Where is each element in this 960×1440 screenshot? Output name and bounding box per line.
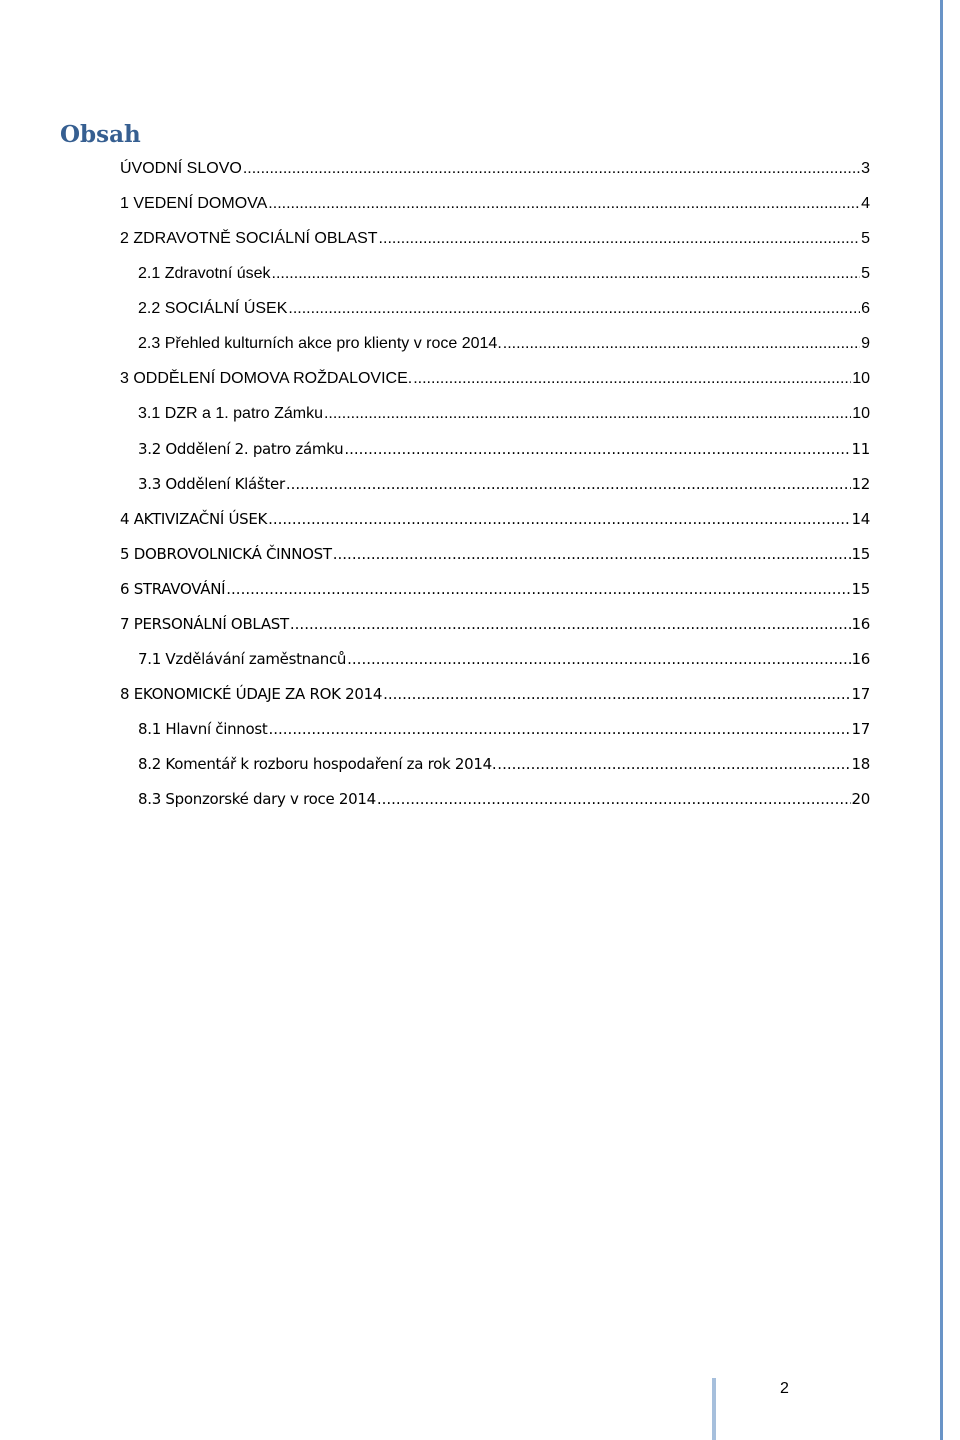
toc-entry-label: 3.3 Oddělení Klášter	[138, 475, 285, 493]
toc-leader-dots	[243, 159, 860, 179]
toc-entry-label: 8.2 Komentář k rozboru hospodaření za rok 2014.	[138, 755, 497, 773]
toc-entry[interactable]	[138, 468, 870, 494]
toc-entry[interactable]	[120, 188, 870, 214]
toc-entry-page: 5	[861, 265, 870, 282]
toc-entry-label: 3.1 DZR a 1. patro Zámku	[138, 405, 323, 422]
toc-leader-dots	[268, 509, 850, 529]
toc-entry[interactable]	[138, 643, 870, 669]
toc-entry-label: 3 ODDĚLENÍ DOMOVA ROŽDALOVICE.	[120, 370, 413, 387]
toc-leader-dots	[503, 334, 860, 354]
toc-leader-dots	[268, 194, 860, 214]
toc-entry[interactable]	[120, 608, 870, 634]
toc-entry-label: 2.1 Zdravotní úsek	[138, 265, 271, 282]
toc-entry-page: 4	[861, 195, 870, 212]
toc-entry[interactable]	[138, 293, 870, 319]
toc-leader-dots	[377, 789, 851, 809]
toc-entry-label: 1 VEDENÍ DOMOVA	[120, 195, 268, 212]
toc-entry[interactable]	[120, 678, 870, 704]
toc-entry-page: 11	[851, 440, 870, 458]
toc-entry-page: 18	[851, 755, 870, 773]
toc-entry-label: 8.3 Sponzorské dary v roce 2014	[138, 790, 376, 808]
toc-leader-dots	[290, 614, 851, 634]
toc-entry-page: 10	[852, 405, 870, 422]
toc-leader-dots	[497, 754, 850, 774]
toc-title: Obsah	[60, 121, 141, 148]
toc-entry-label: 8.1 Hlavní činnost	[138, 720, 268, 738]
toc-entry-page: 20	[851, 790, 870, 808]
toc-entry-label: ÚVODNÍ SLOVO	[120, 160, 242, 177]
toc-entry-page: 14	[851, 510, 870, 528]
toc-leader-dots	[226, 579, 850, 599]
toc-leader-dots	[272, 264, 861, 284]
toc-entry-label: 2 ZDRAVOTNĚ SOCIÁLNÍ OBLAST	[120, 230, 378, 247]
toc-entry-page: 6	[861, 300, 870, 317]
toc-leader-dots	[333, 544, 851, 564]
toc-entry[interactable]	[120, 363, 870, 389]
toc-entry-label: 2.2 SOCIÁLNÍ ÚSEK	[138, 300, 288, 317]
toc-entry[interactable]	[120, 538, 870, 564]
toc-leader-dots	[413, 369, 851, 389]
page-number: 2	[780, 1380, 789, 1397]
toc-entry[interactable]	[138, 713, 870, 739]
toc-leader-dots	[379, 229, 861, 249]
toc-entry-label: 6 STRAVOVÁNÍ	[120, 580, 226, 598]
footer-accent-bar	[712, 1378, 716, 1440]
toc-entry-label: 7.1 Vzdělávání zaměstnanců	[138, 650, 347, 668]
toc-entry-page: 17	[851, 720, 870, 738]
toc-entry-page: 10	[852, 370, 870, 387]
toc-entry-label: 7 PERSONÁLNÍ OBLAST	[120, 615, 289, 633]
toc-entry[interactable]	[120, 153, 870, 179]
toc-entry-page: 15	[851, 545, 870, 563]
toc-leader-dots	[383, 684, 850, 704]
toc-entry-page: 9	[861, 335, 870, 352]
toc-leader-dots	[288, 299, 860, 319]
toc-entry-page: 17	[851, 685, 870, 703]
toc-leader-dots	[347, 649, 850, 669]
toc-entry-page: 5	[861, 230, 870, 247]
toc-entry-label: 3.2 Oddělení 2. patro zámku	[138, 440, 344, 458]
toc-entry-label: 4 AKTIVIZAČNÍ ÚSEK	[120, 510, 268, 528]
toc-entry-page: 12	[851, 475, 870, 493]
toc-entry[interactable]	[138, 398, 870, 424]
toc-entry[interactable]	[120, 503, 870, 529]
toc-entry[interactable]	[138, 258, 870, 284]
toc-entry-page: 16	[851, 615, 870, 633]
toc-entry[interactable]	[138, 748, 870, 774]
toc-entry-page: 3	[861, 160, 870, 177]
toc-entry-label: 8 EKONOMICKÉ ÚDAJE ZA ROK 2014	[120, 685, 383, 703]
toc-leader-dots	[268, 719, 850, 739]
toc-leader-dots	[324, 404, 851, 424]
toc-entry-label: 2.3 Přehled kulturních akce pro klienty v roce 2014.	[138, 335, 502, 352]
toc-leader-dots	[286, 474, 851, 494]
toc-entry[interactable]	[138, 433, 870, 459]
toc-entry[interactable]	[138, 328, 870, 354]
toc-leader-dots	[344, 439, 850, 459]
toc-entry[interactable]	[120, 573, 870, 599]
toc-entry[interactable]	[120, 223, 870, 249]
toc-entry[interactable]	[138, 783, 870, 809]
toc-entry-label: 5 DOBROVOLNICKÁ ČINNOST	[120, 545, 332, 563]
toc-entry-page: 15	[851, 580, 870, 598]
toc-entry-page: 16	[851, 650, 870, 668]
